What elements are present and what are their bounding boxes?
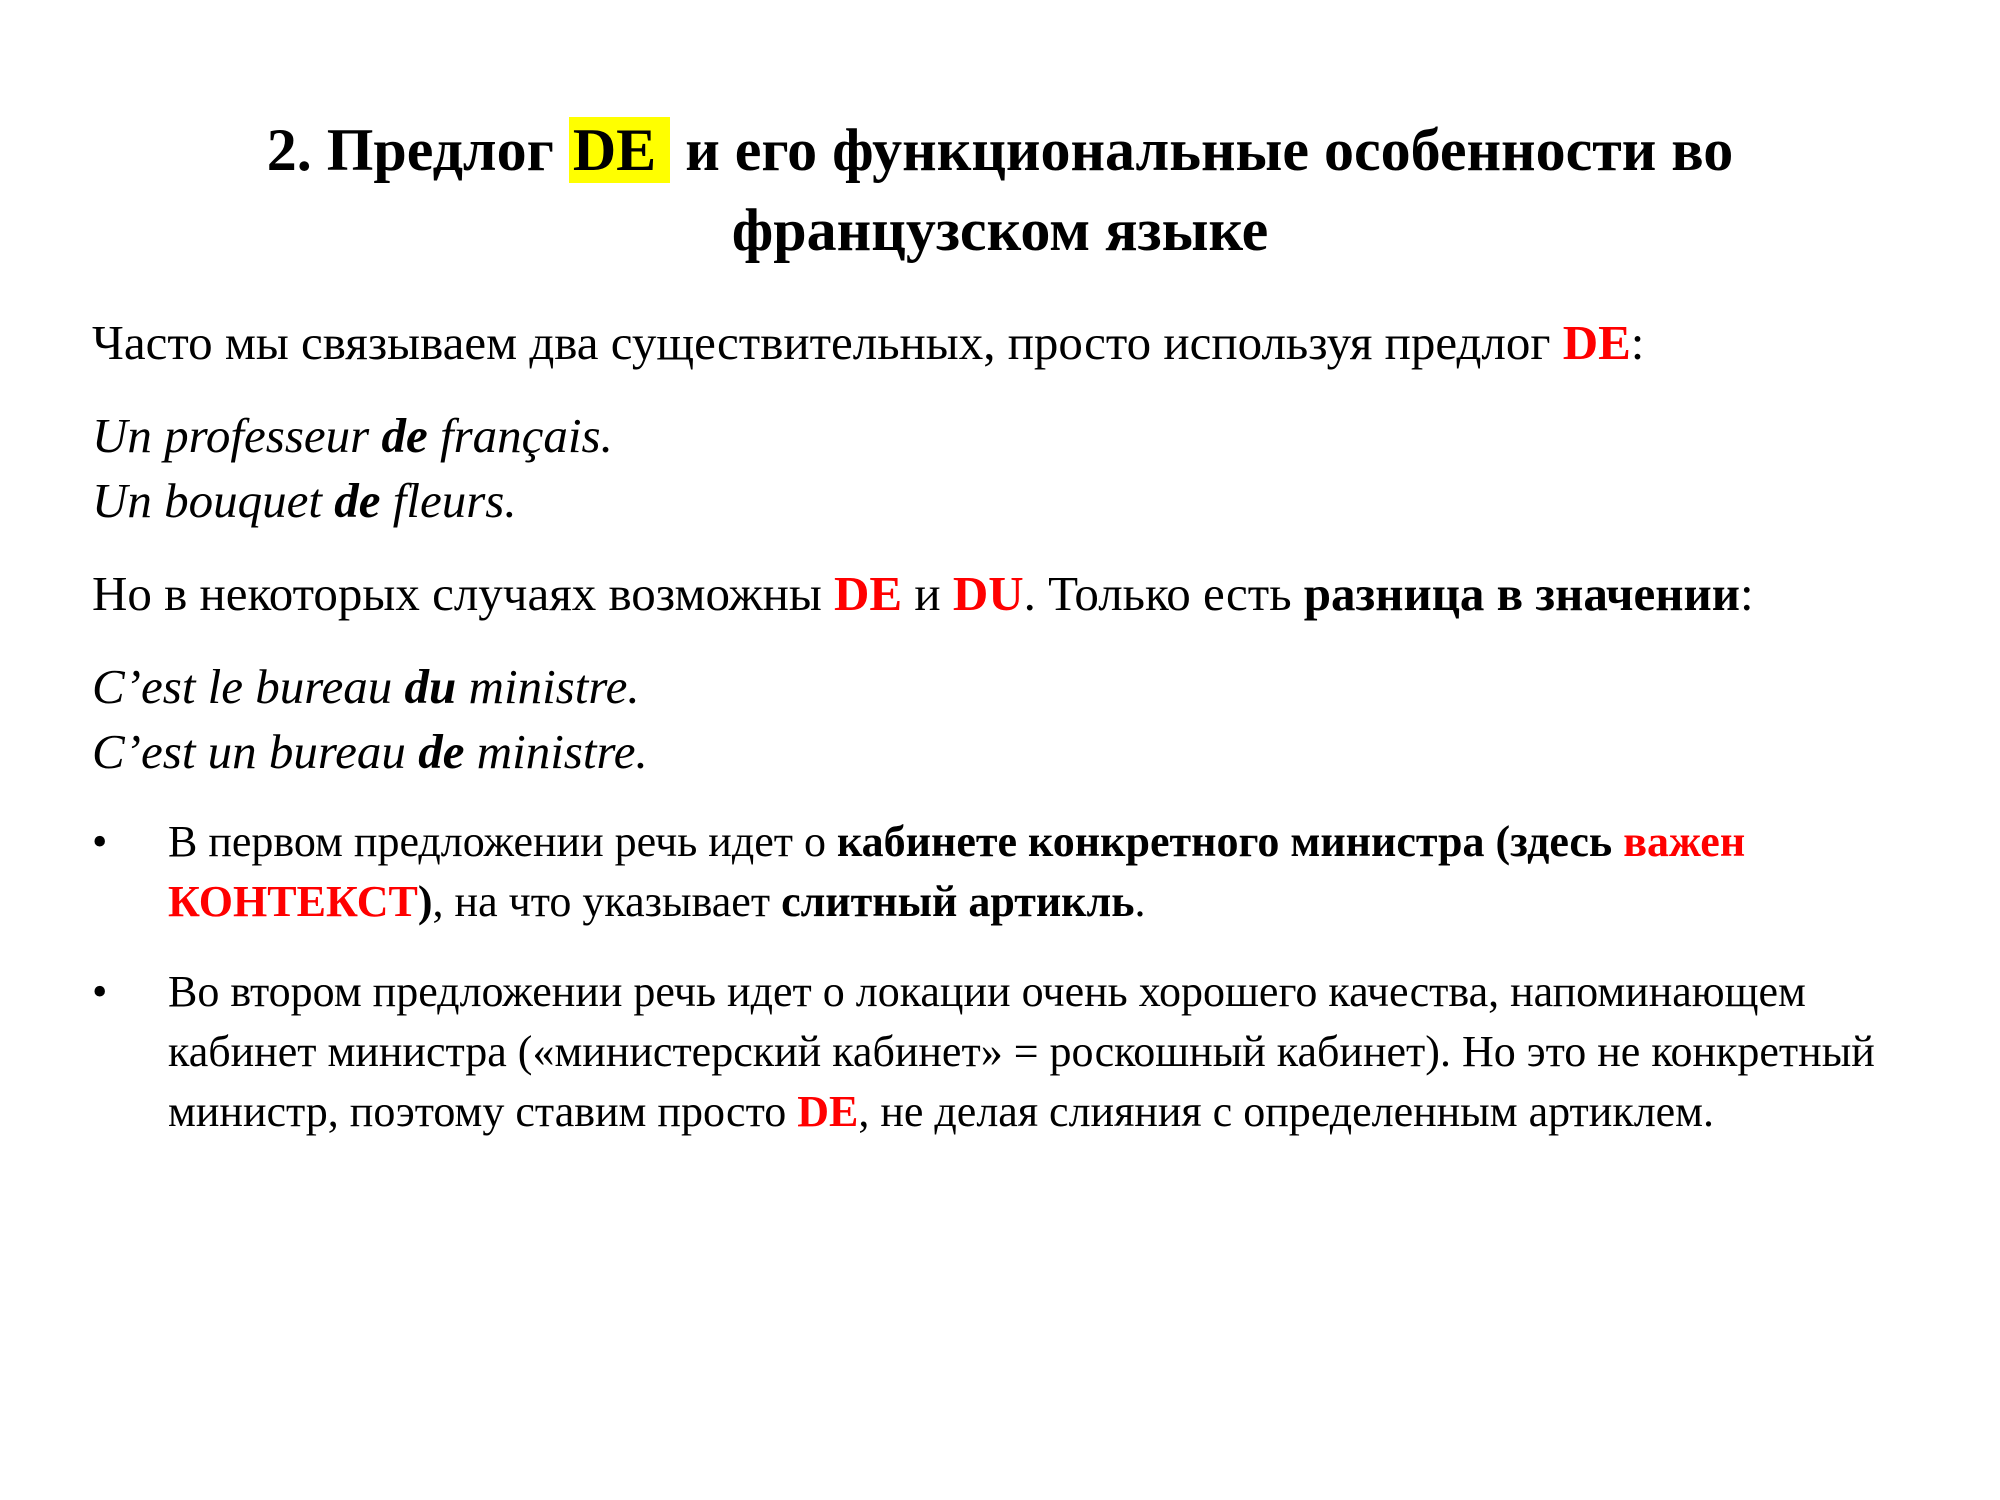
example-line: Un bouquet de fleurs. [92,473,517,528]
keyword-de: DE [834,566,903,621]
keyword-du: DU [952,566,1024,621]
bullet-item-second: • Во втором предложении речь идет о локации очень хорошего качества, напоминающем кабинет министра («министерский кабинет» = роскошный кабинет). Но это не конкретный министр, поэтому ставим просто DE, не делая слияния с определенным артиклем. [92,962,1922,1142]
example-keyword: de [381,408,428,463]
intro-keyword: DE [1562,315,1631,370]
keyword-de: DE [797,1087,859,1136]
example-keyword: de [334,473,381,528]
bullet-icon: • [92,817,108,866]
slide-body [92,310,1922,1172]
paragraph-de-du: Но в некоторых случаях возможны DE и DU. Только есть разница в значении: [92,566,1754,621]
intro-paragraph [92,310,1922,375]
title-prefix: 2. Предлог [266,117,569,183]
title-suffix: и его функциональные особенности во французском языке [670,117,1734,263]
intro-text: Часто мы связываем два существительных, просто используя предлог [92,315,1563,370]
example-line: C’est le bureau du ministre. [92,659,640,714]
example-keyword: du [404,659,457,714]
intro-end: : [1630,315,1645,370]
examples-block-2 [92,654,1922,784]
example-keyword: de [418,724,465,779]
bullet-icon: • [92,967,108,1016]
slide-title [100,110,1900,270]
title-highlight-de: DE [569,117,670,183]
examples-block-1 [92,403,1922,533]
example-line: Un professeur de français. [92,408,613,463]
example-line: C’est un bureau de ministre. [92,724,648,779]
context-phrase: важен КОНТЕКСТ [168,817,1746,926]
difference-phrase: разница в значении [1303,566,1740,621]
bullet-item-first: • В первом предложении речь идет о кабинете конкретного министра (здесь важен КОНТЕКСТ), на что указывает слитный артикль. [92,812,1922,932]
bullet-list [92,812,1922,1142]
